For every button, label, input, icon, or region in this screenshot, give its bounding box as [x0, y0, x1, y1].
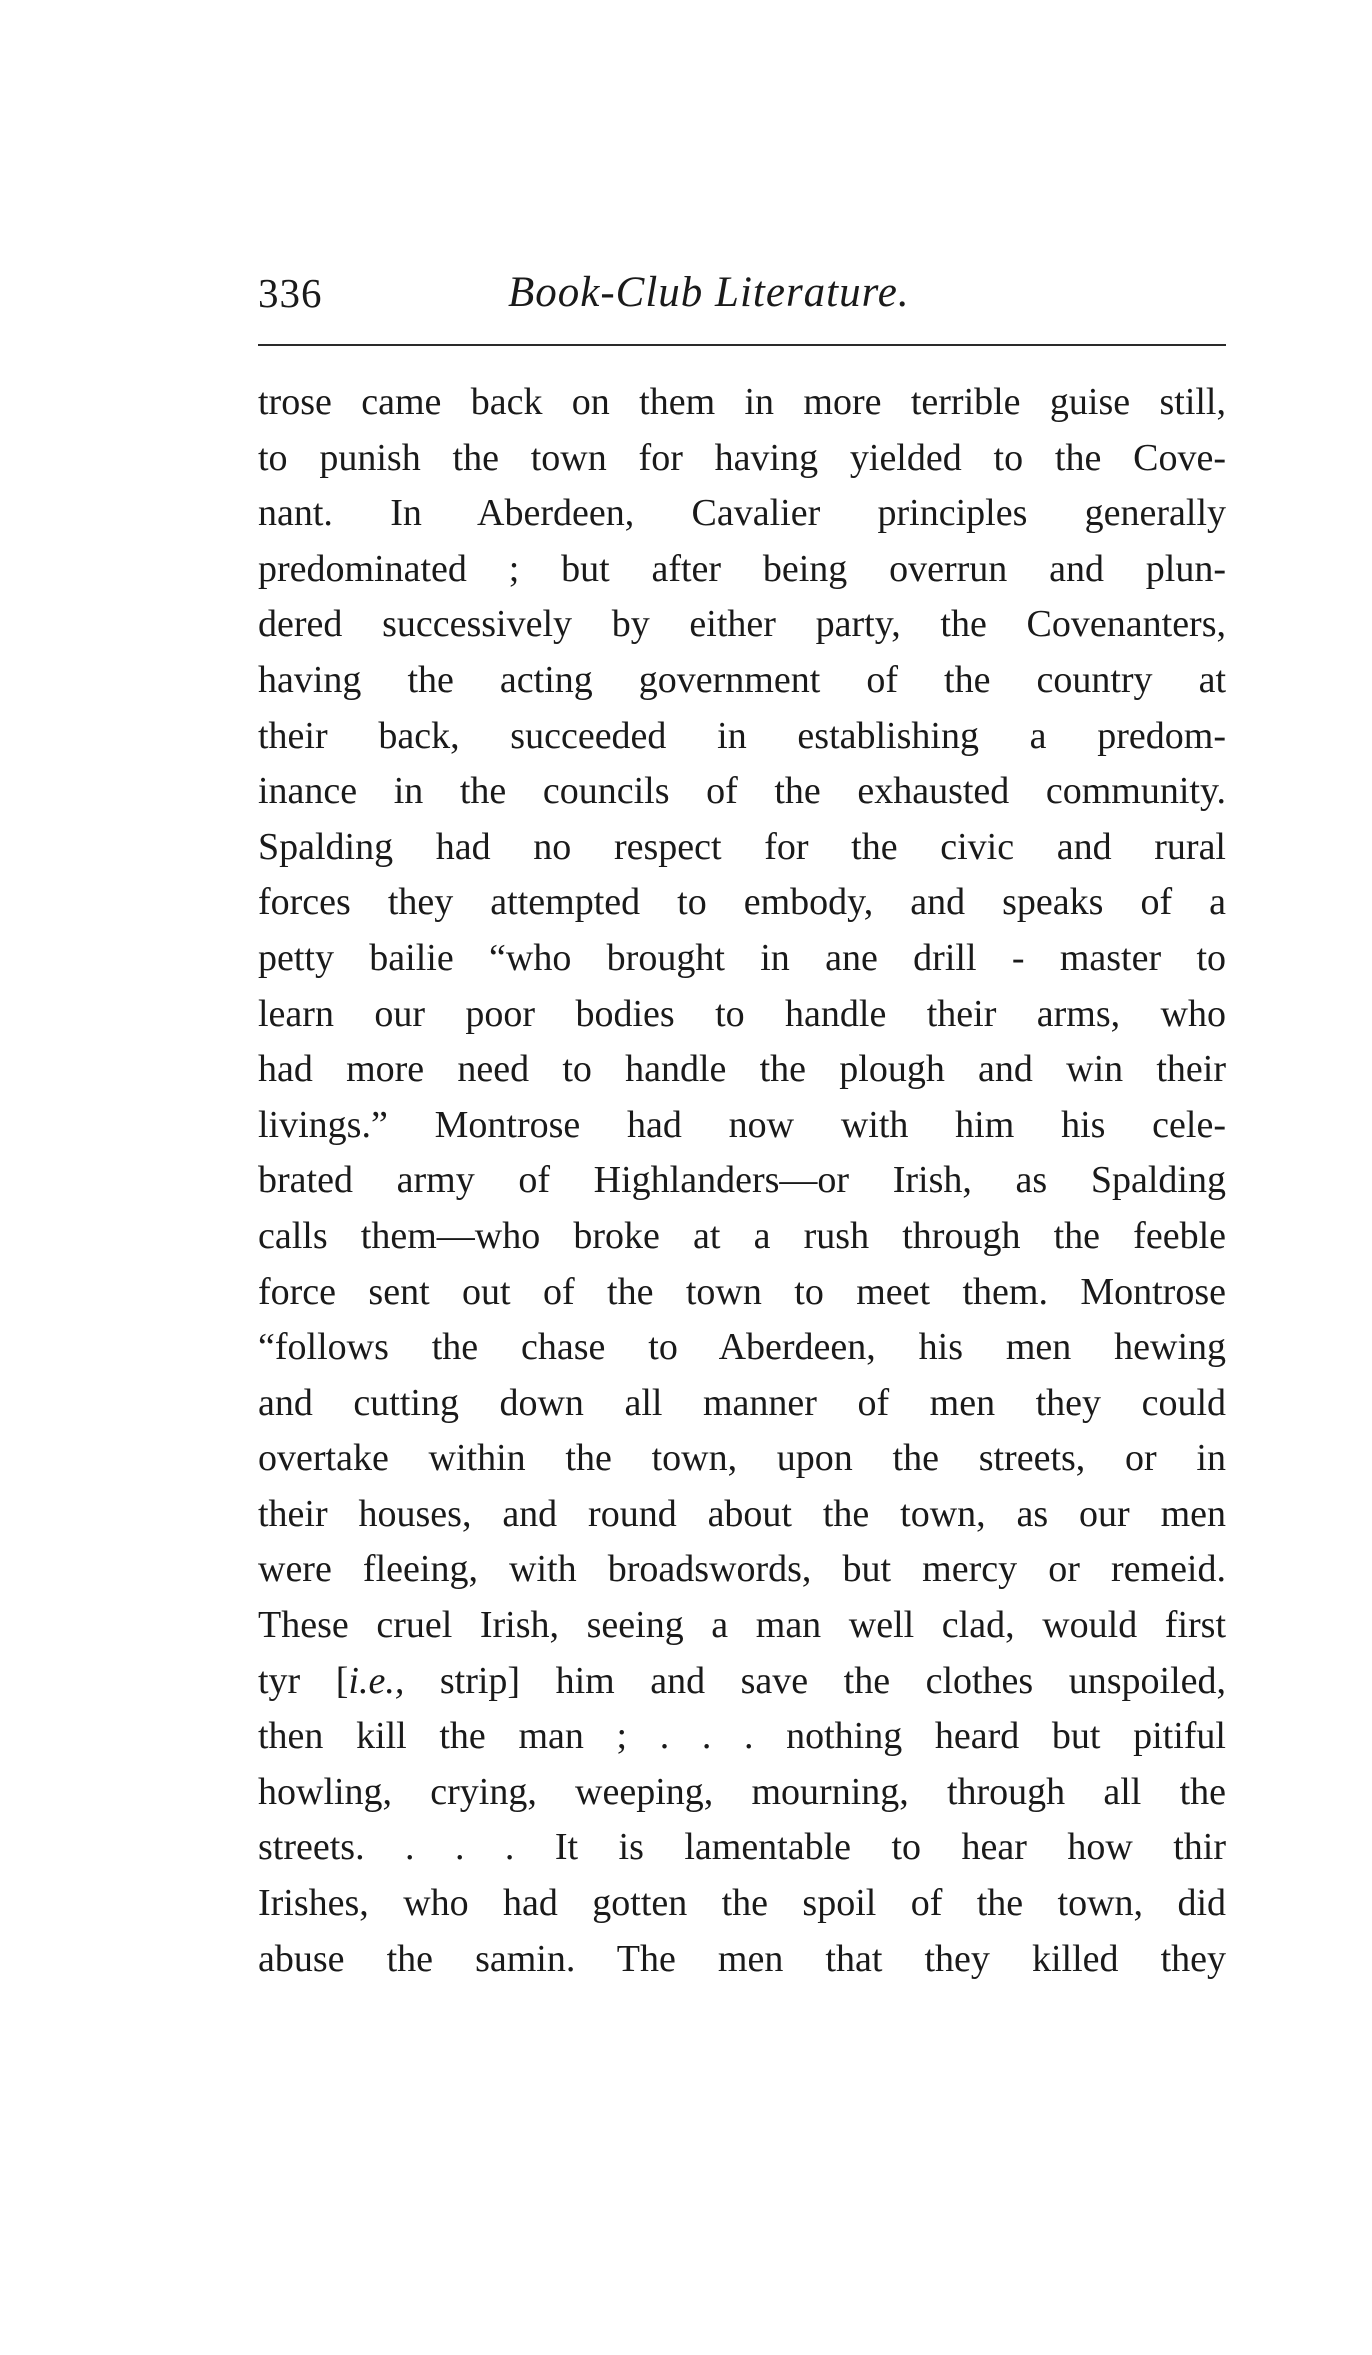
text-line: overtake within the town, upon the streets, or in: [258, 1437, 1226, 1480]
page-number: 336: [258, 270, 323, 316]
text-line: dered successively by either party, the Covenanters,: [258, 603, 1226, 646]
text-line: to punish the town for having yielded to the Cove-: [258, 436, 1226, 479]
text-line: having the acting government of the country at: [258, 658, 1226, 701]
text-line: streets. . . . It is lamentable to hear how thir: [258, 1826, 1226, 1869]
text-line: Spalding had no respect for the civic and rural: [258, 825, 1226, 868]
text-line: were fleeing, with broadswords, but mercy or remeid.: [258, 1548, 1226, 1591]
text-line: and cutting down all manner of men they could: [258, 1381, 1226, 1424]
text-line: howling, crying, weeping, mourning, through all the: [258, 1770, 1226, 1813]
text-line: their houses, and round about the town, as our men: [258, 1492, 1226, 1535]
running-title: Book-Club Literature.: [508, 269, 910, 316]
text-line: calls them—who broke at a rush through the feeble: [258, 1214, 1226, 1257]
running-header: [258, 258, 1226, 328]
text-line: learn our poor bodies to handle their arms, who: [258, 992, 1226, 1035]
text-line: then kill the man ; . . . nothing heard but pitiful: [258, 1715, 1226, 1758]
text-line: inance in the councils of the exhausted community.: [258, 770, 1226, 813]
text-line: brated army of Highlanders—or Irish, as Spalding: [258, 1159, 1226, 1202]
text-line: tyr [i.e., strip] him and save the clothes unspoiled,: [258, 1659, 1226, 1702]
italic-abbreviation: i.e.,: [348, 1659, 405, 1702]
text-line: Irishes, who had gotten the spoil of the town, did: [258, 1882, 1226, 1925]
text-line: These cruel Irish, seeing a man well clad, would first: [258, 1604, 1226, 1647]
text-line: force sent out of the town to meet them. Montrose: [258, 1270, 1226, 1313]
text-line: trose came back on them in more terrible guise still,: [258, 381, 1226, 423]
body-text: [258, 375, 1226, 1987]
text-line: had more need to handle the plough and win their: [258, 1048, 1226, 1091]
text-line: nant. In Aberdeen, Cavalier principles generally: [258, 492, 1226, 535]
header-rule: [258, 344, 1226, 346]
text-line: abuse the samin. The men that they killed they: [258, 1937, 1226, 1980]
text-line: livings.” Montrose had now with him his cele-: [258, 1103, 1226, 1146]
text-line: predominated ; but after being overrun and plun-: [258, 547, 1226, 590]
text-line: forces they attempted to embody, and speaks of a: [258, 881, 1226, 924]
text-line: their back, succeeded in establishing a predom-: [258, 714, 1226, 757]
text-line: petty bailie “who brought in ane drill - master to: [258, 936, 1226, 979]
text-line: “follows the chase to Aberdeen, his men hewing: [258, 1326, 1226, 1369]
